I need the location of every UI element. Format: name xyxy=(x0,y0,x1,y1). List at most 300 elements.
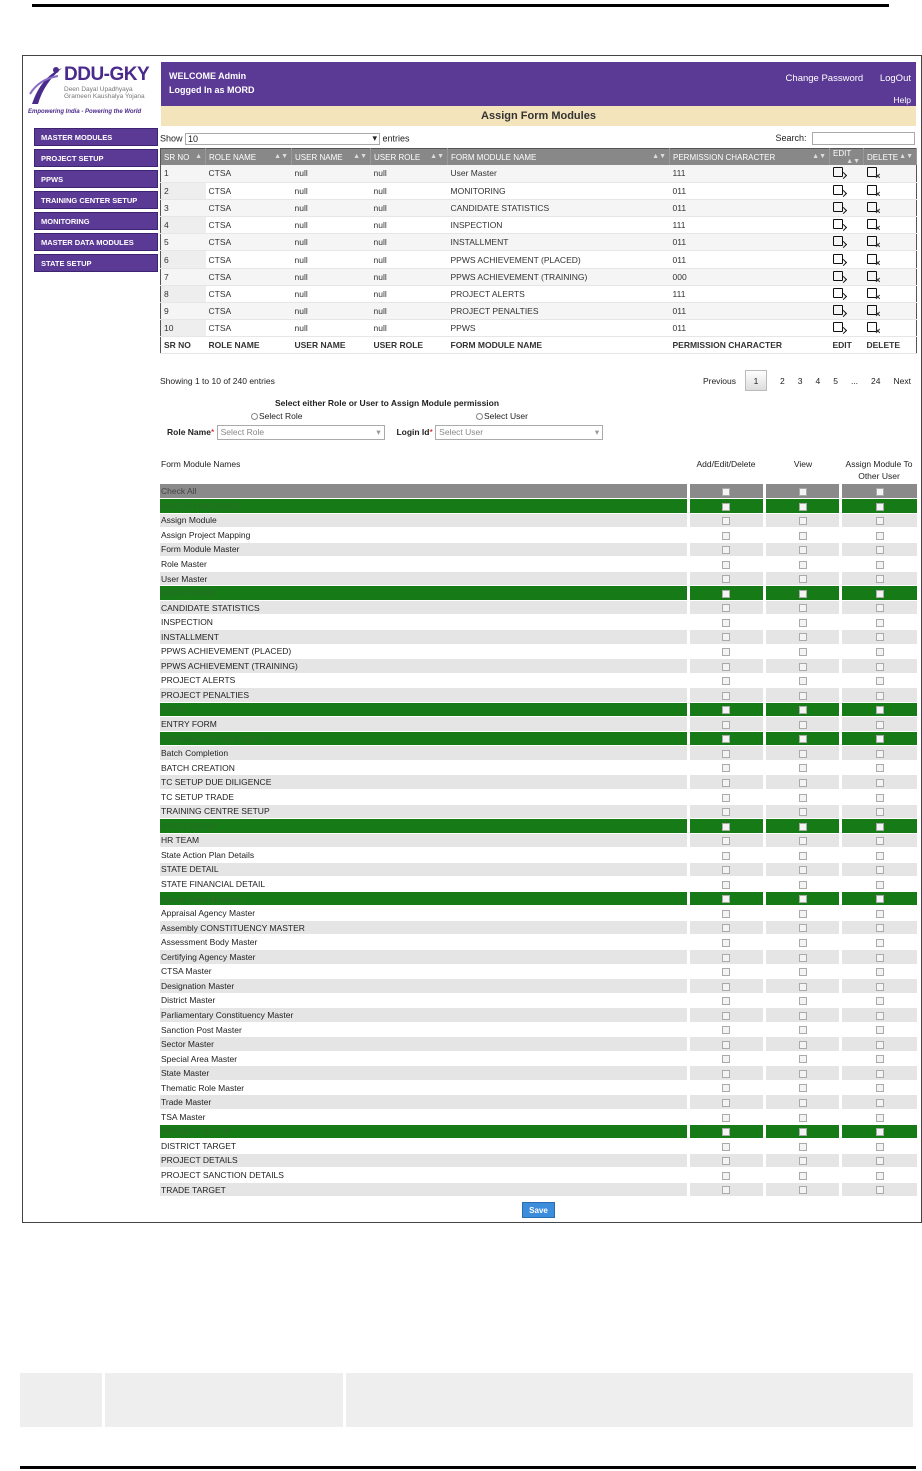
permission-cell-view xyxy=(765,920,841,935)
checkbox-view[interactable] xyxy=(799,852,807,860)
checkbox-add-edit-delete[interactable] xyxy=(722,823,730,831)
checkbox-view[interactable] xyxy=(799,663,807,671)
page-button-5[interactable]: 5 xyxy=(833,375,838,386)
checkbox-add-edit-delete[interactable] xyxy=(722,968,730,976)
cell-user-role: null xyxy=(371,303,448,320)
checkbox-view[interactable] xyxy=(799,488,807,496)
checkbox-assign-other-user[interactable] xyxy=(876,706,884,714)
cell-form-module-name: User Master xyxy=(448,165,670,182)
page-top-rule xyxy=(32,4,889,7)
permission-module-name: Batch Completion xyxy=(160,746,688,761)
permission-cell-view xyxy=(765,629,841,644)
page-size-select[interactable]: 10 ▾ xyxy=(185,133,380,145)
permission-module-name: Appraisal Agency Master xyxy=(160,906,688,921)
radio-role-circle[interactable] xyxy=(251,413,258,420)
delete-icon[interactable] xyxy=(867,254,877,264)
checkbox-add-edit-delete[interactable] xyxy=(722,939,730,947)
edit-icon[interactable] xyxy=(833,236,843,246)
checkbox-view[interactable] xyxy=(799,1099,807,1107)
logged-in-text: Logged In as MORD xyxy=(169,85,255,95)
cell-user-role: null xyxy=(371,217,448,234)
checkbox-add-edit-delete[interactable] xyxy=(722,808,730,816)
delete-icon[interactable] xyxy=(867,185,877,195)
col-role-name[interactable]: ROLE NAME ▲▼ xyxy=(206,149,292,166)
checkbox-add-edit-delete[interactable] xyxy=(722,997,730,1005)
permission-cell-view xyxy=(765,1168,841,1183)
sidebar-item-monitoring[interactable]: MONITORING xyxy=(34,212,158,230)
checkbox-add-edit-delete[interactable] xyxy=(722,895,730,903)
edit-icon[interactable] xyxy=(833,288,843,298)
checkbox-add-edit-delete[interactable] xyxy=(722,1172,730,1180)
cell-permission-character: 111 xyxy=(670,165,830,182)
checkbox-view[interactable] xyxy=(799,706,807,714)
checkbox-view[interactable] xyxy=(799,1114,807,1122)
checkbox-assign-other-user[interactable] xyxy=(876,750,884,758)
checkbox-assign-other-user[interactable] xyxy=(876,779,884,787)
permission-module-name: PROJECT PENALTIES xyxy=(160,688,688,703)
checkbox-add-edit-delete[interactable] xyxy=(722,852,730,860)
permission-cell-view xyxy=(765,1182,841,1197)
radio-select-role[interactable] xyxy=(251,411,302,421)
permission-cell-add-edit-delete xyxy=(688,848,764,863)
checkbox-assign-other-user[interactable] xyxy=(876,895,884,903)
checkbox-assign-other-user[interactable] xyxy=(876,1012,884,1020)
checkbox-add-edit-delete[interactable] xyxy=(722,837,730,845)
entries-label: entries xyxy=(382,133,410,144)
checkbox-add-edit-delete[interactable] xyxy=(722,721,730,729)
checkbox-add-edit-delete[interactable] xyxy=(722,881,730,889)
permission-row xyxy=(160,1008,917,1023)
permission-group-row xyxy=(160,891,917,906)
checkbox-add-edit-delete[interactable] xyxy=(722,488,730,496)
checkbox-view[interactable] xyxy=(799,546,807,554)
permission-cell-add-edit-delete xyxy=(688,746,764,761)
permission-cell-assign-other-user xyxy=(841,600,917,615)
checkbox-view[interactable] xyxy=(799,997,807,1005)
perm-col-add-edit-delete: Add/Edit/Delete xyxy=(696,459,756,469)
sidebar-item-training-center-setup[interactable]: TRAINING CENTER SETUP xyxy=(34,191,158,209)
checkbox-view[interactable] xyxy=(799,1084,807,1092)
checkbox-add-edit-delete[interactable] xyxy=(722,1128,730,1136)
checkbox-add-edit-delete[interactable] xyxy=(722,1114,730,1122)
checkbox-assign-other-user[interactable] xyxy=(876,983,884,991)
checkbox-assign-other-user[interactable] xyxy=(876,1128,884,1136)
checkbox-add-edit-delete[interactable] xyxy=(722,1186,730,1194)
col-edit[interactable]: EDIT ▲▼ xyxy=(830,149,864,166)
checkbox-add-edit-delete[interactable] xyxy=(722,503,730,511)
checkbox-assign-other-user[interactable] xyxy=(876,866,884,874)
col-permission-character[interactable]: PERMISSION CHARACTER ▲▼ xyxy=(670,149,830,166)
checkbox-assign-other-user[interactable] xyxy=(876,1172,884,1180)
cell-role-name: CTSA xyxy=(206,199,292,216)
checkbox-view[interactable] xyxy=(799,1012,807,1020)
delete-icon[interactable] xyxy=(867,219,877,229)
delete-icon[interactable] xyxy=(867,202,877,212)
checkbox-assign-other-user[interactable] xyxy=(876,852,884,860)
cell-form-module-name: PPWS ACHIEVEMENT (PLACED) xyxy=(448,251,670,268)
checkbox-add-edit-delete[interactable] xyxy=(722,1055,730,1063)
checkbox-assign-other-user[interactable] xyxy=(876,1114,884,1122)
checkbox-assign-other-user[interactable] xyxy=(876,517,884,525)
permission-cell-assign-other-user xyxy=(841,877,917,892)
checkbox-view[interactable] xyxy=(799,895,807,903)
checkbox-add-edit-delete[interactable] xyxy=(722,794,730,802)
cell-delete xyxy=(864,217,917,234)
checkbox-add-edit-delete[interactable] xyxy=(722,706,730,714)
checkbox-view[interactable] xyxy=(799,619,807,627)
checkbox-add-edit-delete[interactable] xyxy=(722,677,730,685)
radio-select-user[interactable] xyxy=(476,411,528,421)
edit-icon[interactable] xyxy=(833,185,843,195)
checkbox-view[interactable] xyxy=(799,633,807,641)
checkbox-assign-other-user[interactable] xyxy=(876,1157,884,1165)
checkbox-assign-other-user[interactable] xyxy=(876,692,884,700)
checkbox-assign-other-user[interactable] xyxy=(876,954,884,962)
cell-permission-character: 011 xyxy=(670,182,830,199)
checkbox-assign-other-user[interactable] xyxy=(876,633,884,641)
sidebar-item-master-data-modules[interactable]: MASTER DATA MODULES xyxy=(34,233,158,251)
permission-cell-add-edit-delete xyxy=(688,1153,764,1168)
header-links xyxy=(772,73,911,84)
permission-module-name: Assign Module xyxy=(160,513,688,528)
checkbox-add-edit-delete[interactable] xyxy=(722,779,730,787)
checkbox-add-edit-delete[interactable] xyxy=(722,924,730,932)
sidebar-item-master-modules[interactable]: MASTER MODULES xyxy=(34,128,158,146)
permission-module-name: PROJECT SANCTION DETAILS xyxy=(160,1168,688,1183)
checkbox-assign-other-user[interactable] xyxy=(876,546,884,554)
checkbox-view[interactable] xyxy=(799,604,807,612)
checkbox-add-edit-delete[interactable] xyxy=(722,648,730,656)
checkbox-view[interactable] xyxy=(799,561,807,569)
checkbox-assign-other-user[interactable] xyxy=(876,1143,884,1151)
permission-cell-add-edit-delete xyxy=(688,731,764,746)
welcome-block xyxy=(169,69,255,97)
permission-cell-assign-other-user xyxy=(841,513,917,528)
checkbox-add-edit-delete[interactable] xyxy=(722,910,730,918)
col-user-name[interactable]: USER NAME ▲▼ xyxy=(292,149,371,166)
checkbox-assign-other-user[interactable] xyxy=(876,1186,884,1194)
checkbox-add-edit-delete[interactable] xyxy=(722,1012,730,1020)
permission-module-name: PPWS ACHIEVEMENT (TRAINING) xyxy=(160,659,688,674)
permission-cell-view xyxy=(765,877,841,892)
checkbox-add-edit-delete[interactable] xyxy=(722,604,730,612)
permission-group-row xyxy=(160,819,917,834)
logo-tagline: Empowering India - Powering the World xyxy=(28,109,142,115)
help-link[interactable]: Help xyxy=(893,95,911,105)
checkbox-add-edit-delete[interactable] xyxy=(722,663,730,671)
user-select[interactable]: Select User ▾ xyxy=(435,425,603,440)
logout-link[interactable]: LogOut xyxy=(879,73,911,84)
permission-module-name: HR TEAM xyxy=(160,833,688,848)
permission-cell-view xyxy=(765,1022,841,1037)
checkbox-view[interactable] xyxy=(799,808,807,816)
checkbox-assign-other-user[interactable] xyxy=(876,837,884,845)
sidebar-item-ppws[interactable]: PPWS xyxy=(34,170,158,188)
permissions-table xyxy=(160,484,917,1197)
permission-row xyxy=(160,600,917,615)
checkbox-add-edit-delete[interactable] xyxy=(722,983,730,991)
checkbox-view[interactable] xyxy=(799,532,807,540)
permission-row xyxy=(160,1066,917,1081)
cell-edit xyxy=(830,217,864,234)
checkbox-add-edit-delete[interactable] xyxy=(722,575,730,583)
checkbox-view[interactable] xyxy=(799,692,807,700)
cell-permission-character: 011 xyxy=(670,303,830,320)
change-password-link[interactable]: Change Password xyxy=(785,73,864,84)
checkbox-view[interactable] xyxy=(799,924,807,932)
permission-cell-assign-other-user xyxy=(841,1008,917,1023)
cell-role-name: CTSA xyxy=(206,165,292,182)
checkbox-view[interactable] xyxy=(799,939,807,947)
footer-permission-character: PERMISSION CHARACTER xyxy=(670,337,830,354)
checkbox-assign-other-user[interactable] xyxy=(876,648,884,656)
checkbox-assign-other-user[interactable] xyxy=(876,808,884,816)
permission-module-name: ENTRY FORM xyxy=(160,717,688,732)
permission-cell-assign-other-user xyxy=(841,862,917,877)
checkbox-view[interactable] xyxy=(799,1157,807,1165)
delete-icon[interactable] xyxy=(867,305,877,315)
permission-cell-assign-other-user xyxy=(841,542,917,557)
checkbox-add-edit-delete[interactable] xyxy=(722,517,730,525)
cell-user-role: null xyxy=(371,234,448,251)
page-button-2[interactable]: 2 xyxy=(780,375,785,386)
checkbox-view[interactable] xyxy=(799,823,807,831)
checkbox-assign-other-user[interactable] xyxy=(876,503,884,511)
checkbox-view[interactable] xyxy=(799,1172,807,1180)
permission-cell-assign-other-user xyxy=(841,484,917,499)
permission-cell-add-edit-delete xyxy=(688,615,764,630)
role-name-label: Role Name xyxy=(167,426,211,437)
checkbox-view[interactable] xyxy=(799,750,807,758)
cell-form-module-name: PROJECT ALERTS xyxy=(448,285,670,302)
table-row xyxy=(161,320,917,337)
checkbox-view[interactable] xyxy=(799,794,807,802)
checkbox-assign-other-user[interactable] xyxy=(876,764,884,772)
permission-cell-add-edit-delete xyxy=(688,1051,764,1066)
checkbox-assign-other-user[interactable] xyxy=(876,575,884,583)
permission-group-row xyxy=(160,731,917,746)
checkbox-add-edit-delete[interactable] xyxy=(722,532,730,540)
delete-icon[interactable] xyxy=(867,167,877,177)
edit-icon[interactable] xyxy=(833,167,843,177)
checkbox-view[interactable] xyxy=(799,503,807,511)
checkbox-view[interactable] xyxy=(799,1128,807,1136)
permission-cell-add-edit-delete xyxy=(688,1080,764,1095)
checkbox-view[interactable] xyxy=(799,1186,807,1194)
radio-user-circle[interactable] xyxy=(476,413,483,420)
checkbox-view[interactable] xyxy=(799,866,807,874)
checkbox-assign-other-user[interactable] xyxy=(876,663,884,671)
permission-cell-view xyxy=(765,571,841,586)
permission-cell-view xyxy=(765,950,841,965)
delete-icon[interactable] xyxy=(867,236,877,246)
permission-cell-add-edit-delete xyxy=(688,1110,764,1125)
checkbox-add-edit-delete[interactable] xyxy=(722,561,730,569)
page-button-4[interactable]: 4 xyxy=(815,375,821,386)
checkbox-assign-other-user[interactable] xyxy=(876,881,884,889)
sidebar-item-state-setup[interactable]: STATE SETUP xyxy=(34,254,158,272)
permission-cell-view xyxy=(765,1110,841,1125)
checkbox-view[interactable] xyxy=(799,910,807,918)
showing-entries-text: Showing 1 to 10 of 240 entries xyxy=(160,376,275,386)
checkbox-assign-other-user[interactable] xyxy=(876,1026,884,1034)
checkbox-add-edit-delete[interactable] xyxy=(722,1041,730,1049)
logo-subtitle: Deen Dayal Upadhyaya Grameen Kaushalya Yojana xyxy=(64,86,145,100)
permission-cell-add-edit-delete xyxy=(688,775,764,790)
permission-module-name: Role Master xyxy=(160,557,688,572)
checkbox-view[interactable] xyxy=(799,1070,807,1078)
cell-role-name: CTSA xyxy=(206,217,292,234)
col-form-module-name[interactable]: FORM MODULE NAME ▲▼ xyxy=(448,149,670,166)
cell-user-name: null xyxy=(292,199,371,216)
checkbox-add-edit-delete[interactable] xyxy=(722,954,730,962)
checkbox-add-edit-delete[interactable] xyxy=(722,735,730,743)
permission-cell-view xyxy=(765,746,841,761)
page-button-3[interactable]: 3 xyxy=(797,375,803,386)
permission-row xyxy=(160,906,917,921)
role-select[interactable]: Select Role ▾ xyxy=(217,425,385,440)
checkbox-assign-other-user[interactable] xyxy=(876,1084,884,1092)
checkbox-add-edit-delete[interactable] xyxy=(722,1026,730,1034)
checkbox-view[interactable] xyxy=(799,1041,807,1049)
permission-cell-add-edit-delete xyxy=(688,1066,764,1081)
checkbox-add-edit-delete[interactable] xyxy=(722,1157,730,1165)
checkbox-view[interactable] xyxy=(799,968,807,976)
permission-row xyxy=(160,920,917,935)
checkbox-view[interactable] xyxy=(799,764,807,772)
checkbox-view[interactable] xyxy=(799,677,807,685)
cell-edit xyxy=(830,199,864,216)
permission-cell-add-edit-delete xyxy=(688,542,764,557)
cell-permission-character: 111 xyxy=(670,285,830,302)
checkbox-view[interactable] xyxy=(799,575,807,583)
checkbox-view[interactable] xyxy=(799,517,807,525)
permission-group-row xyxy=(160,1124,917,1139)
checkbox-view[interactable] xyxy=(799,735,807,743)
checkbox-view[interactable] xyxy=(799,1055,807,1063)
col-sr-no[interactable]: SR NO ▲ xyxy=(161,149,206,166)
checkbox-add-edit-delete[interactable] xyxy=(722,619,730,627)
checkbox-assign-other-user[interactable] xyxy=(876,677,884,685)
permission-row xyxy=(160,1051,917,1066)
permission-cell-view xyxy=(765,1066,841,1081)
checkbox-assign-other-user[interactable] xyxy=(876,590,884,598)
edit-icon[interactable] xyxy=(833,254,843,264)
sidebar-item-project-setup[interactable]: PROJECT SETUP xyxy=(34,149,158,167)
checkbox-view[interactable] xyxy=(799,837,807,845)
checkbox-assign-other-user[interactable] xyxy=(876,1070,884,1078)
checkbox-assign-other-user[interactable] xyxy=(876,823,884,831)
edit-icon[interactable] xyxy=(833,305,843,315)
next-page-button[interactable]: Next xyxy=(893,375,911,386)
checkbox-view[interactable] xyxy=(799,648,807,656)
checkbox-view[interactable] xyxy=(799,954,807,962)
checkbox-assign-other-user[interactable] xyxy=(876,968,884,976)
permission-cell-view xyxy=(765,848,841,863)
page-title: Assign Form Modules xyxy=(161,106,916,126)
permission-cell-assign-other-user xyxy=(841,804,917,819)
checkbox-add-edit-delete[interactable] xyxy=(722,866,730,874)
checkbox-add-edit-delete[interactable] xyxy=(722,1084,730,1092)
checkbox-assign-other-user[interactable] xyxy=(876,488,884,496)
table-header-row xyxy=(161,149,917,166)
checkbox-add-edit-delete[interactable] xyxy=(722,1070,730,1078)
col-user-role[interactable]: USER ROLE ▲▼ xyxy=(371,149,448,166)
checkbox-assign-other-user[interactable] xyxy=(876,939,884,947)
footer-cell xyxy=(105,1373,343,1427)
checkbox-add-edit-delete[interactable] xyxy=(722,633,730,641)
page-button-1[interactable]: 1 xyxy=(745,370,767,391)
permission-cell-assign-other-user xyxy=(841,1095,917,1110)
permission-cell-add-edit-delete xyxy=(688,659,764,674)
delete-icon[interactable] xyxy=(867,271,877,281)
checkbox-add-edit-delete[interactable] xyxy=(722,590,730,598)
edit-icon[interactable] xyxy=(833,271,843,281)
checkbox-assign-other-user[interactable] xyxy=(876,1041,884,1049)
delete-icon[interactable] xyxy=(867,322,877,332)
edit-icon[interactable] xyxy=(833,219,843,229)
checkbox-view[interactable] xyxy=(799,983,807,991)
edit-icon[interactable] xyxy=(833,322,843,332)
checkbox-assign-other-user[interactable] xyxy=(876,997,884,1005)
checkbox-add-edit-delete[interactable] xyxy=(722,1099,730,1107)
permission-cell-view xyxy=(765,804,841,819)
check-all-row xyxy=(160,484,917,499)
show-label: Show xyxy=(160,133,183,144)
checkbox-view[interactable] xyxy=(799,779,807,787)
checkbox-add-edit-delete[interactable] xyxy=(722,1143,730,1151)
checkbox-assign-other-user[interactable] xyxy=(876,794,884,802)
checkbox-assign-other-user[interactable] xyxy=(876,1055,884,1063)
checkbox-add-edit-delete[interactable] xyxy=(722,692,730,700)
ddu-gky-logo xyxy=(28,62,156,120)
permission-module-name: Assessment Body Master xyxy=(160,935,688,950)
cell-user-name: null xyxy=(292,234,371,251)
checkbox-view[interactable] xyxy=(799,1143,807,1151)
checkbox-assign-other-user[interactable] xyxy=(876,735,884,743)
checkbox-assign-other-user[interactable] xyxy=(876,721,884,729)
delete-icon[interactable] xyxy=(867,288,877,298)
checkbox-assign-other-user[interactable] xyxy=(876,619,884,627)
page-button-24[interactable]: 24 xyxy=(871,375,881,386)
checkbox-view[interactable] xyxy=(799,721,807,729)
permission-cell-add-edit-delete xyxy=(688,629,764,644)
checkbox-add-edit-delete[interactable] xyxy=(722,546,730,554)
checkbox-assign-other-user[interactable] xyxy=(876,532,884,540)
cell-edit xyxy=(830,303,864,320)
permission-cell-assign-other-user xyxy=(841,659,917,674)
checkbox-assign-other-user[interactable] xyxy=(876,1099,884,1107)
checkbox-view[interactable] xyxy=(799,590,807,598)
checkbox-assign-other-user[interactable] xyxy=(876,561,884,569)
checkbox-add-edit-delete[interactable] xyxy=(722,750,730,758)
page-bottom-rule xyxy=(20,1466,916,1469)
checkbox-view[interactable] xyxy=(799,1026,807,1034)
permission-module-name: Thematic Role Master xyxy=(160,1080,688,1095)
checkbox-view[interactable] xyxy=(799,881,807,889)
search-input[interactable] xyxy=(812,132,915,145)
checkbox-add-edit-delete[interactable] xyxy=(722,764,730,772)
cell-role-name: CTSA xyxy=(206,303,292,320)
col-delete[interactable]: DELETE ▲▼ xyxy=(864,149,917,166)
previous-page-button[interactable]: Previous xyxy=(702,375,737,386)
checkbox-assign-other-user[interactable] xyxy=(876,924,884,932)
checkbox-assign-other-user[interactable] xyxy=(876,910,884,918)
edit-icon[interactable] xyxy=(833,202,843,212)
save-button[interactable]: Save xyxy=(522,1202,555,1218)
checkbox-assign-other-user[interactable] xyxy=(876,604,884,612)
permission-cell-add-edit-delete xyxy=(688,993,764,1008)
